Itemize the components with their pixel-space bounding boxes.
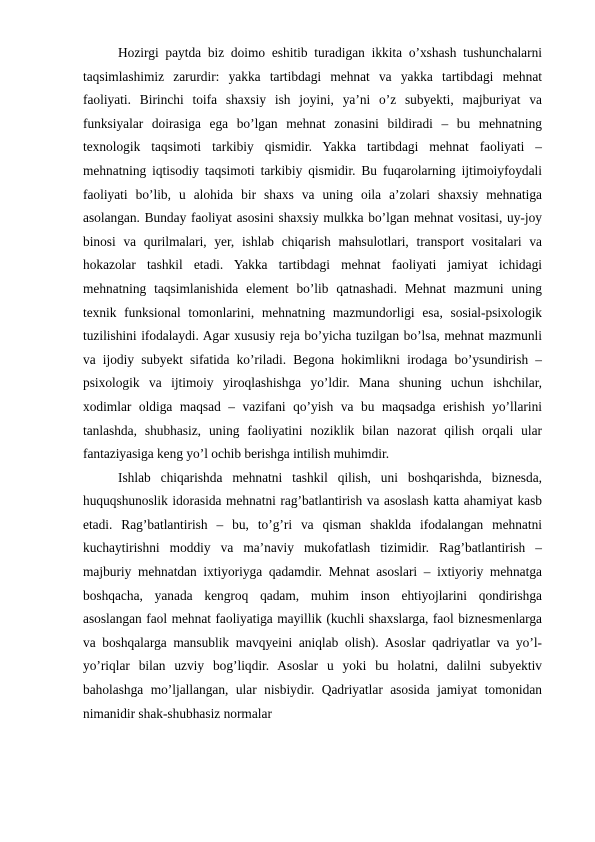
paragraph-2: Ishlab chiqarishda mehnatni tashkil qilish, uni boshqarishda, biznesda, huquqshunoslik idorasida mehnatni rag’batlantirish va asoslash katta ahamiyat kasb etadi. Rag’batlantirish – bu, to’g’ri va qisman shaklda ifodalangan mehnatni kuchaytirishni moddiy va ma’naviy mukofatlash tizimidir. Rag’batlantirish – majburiy mehnatdan ixtiyoriyga qadamdir. Mehnat asoslari – ixtiyoriy mehnatga boshqacha, yanada kengroq qadam, muhim inson ehtiyojlarini qondirishga asoslangan faol mehnat faoliyatiga mayillik (kuchli shaxslarga, faol biznesmenlarga va boshqalarga mansublik mavqyeini aniqlab olish). Asoslar qadriyatlar va yo’l-yo’riqlar bilan uzviy bog’liqdir. Asoslar u yoki bu holatni, dalilni subyektiv baholashga mo’ljallangan, ular nisbiydir. Qadriyatlar asosida jamiyat tomonidan nimanidir shak-shubhasiz normalar: [83, 469, 542, 721]
document-page: [83, 41, 542, 725]
paragraph-1: Hozirgi paytda biz doimo eshitib turadigan ikkita o’xshash tushunchalarni taqsimlashimiz zarurdir: yakka tartibdagi mehnat va yakka tartibdagi mehnat faoliyati. Birinchi toifa shaxsiy ish joyini, ya’ni o’z subyekti, majburiyat va funksiyalar doirasiga ega bo’lgan mehnat zonasini bildiradi – bu mehnatning texnologik taqsimoti tarkibiy qismidir. Yakka tartibdagi mehnat faoliyati – mehnatning iqtisodiy taqsimoti tarkibiy qismidir. Bu fuqarolarning ijtimoiyfoydali faoliyati bo’lib, u alohida bir shaxs va uning oila a’zolari shaxsiy mehnatiga asolangan. Bunday faoliyat asosini shaxsiy mulkka bo’lgan mehnat vositasi, uy-joy binosi va qurilmalari, yer, ishlab chiqarish mahsulotlari, transport vositalari va hokazolar tashkil etadi. Yakka tartibdagi mehnat faoliyati jamiyat ichidagi mehnatning taqsimlanishida element bo’lib qatnashadi. Mehnat mazmuni uning texnik funksional tomonlarini, mehnatning mazmundorligi esa, sosial-psixologik tuzilishini ifodalaydi. Agar xususiy reja bo’yicha tuzilgan bo’lsa, mehnat mazmunli va ijodiy subyekt sifatida ko’riladi. Begona hokimlikni irodaga bo’ysundirish – psixologik va ijtimoiy yiroqlashishga yo’ldir. Mana shuning uchun ishchilar, xodimlar oldiga maqsad – vazifani qo’yish va bu maqsadga erishish yo’llarini tanlashda, shubhasiz, uning faoliyatini noziklik bilan nazorat qilish orqali ular fantaziyasiga keng yo’l ochib berishga intilish muhimdir.: [83, 45, 542, 462]
